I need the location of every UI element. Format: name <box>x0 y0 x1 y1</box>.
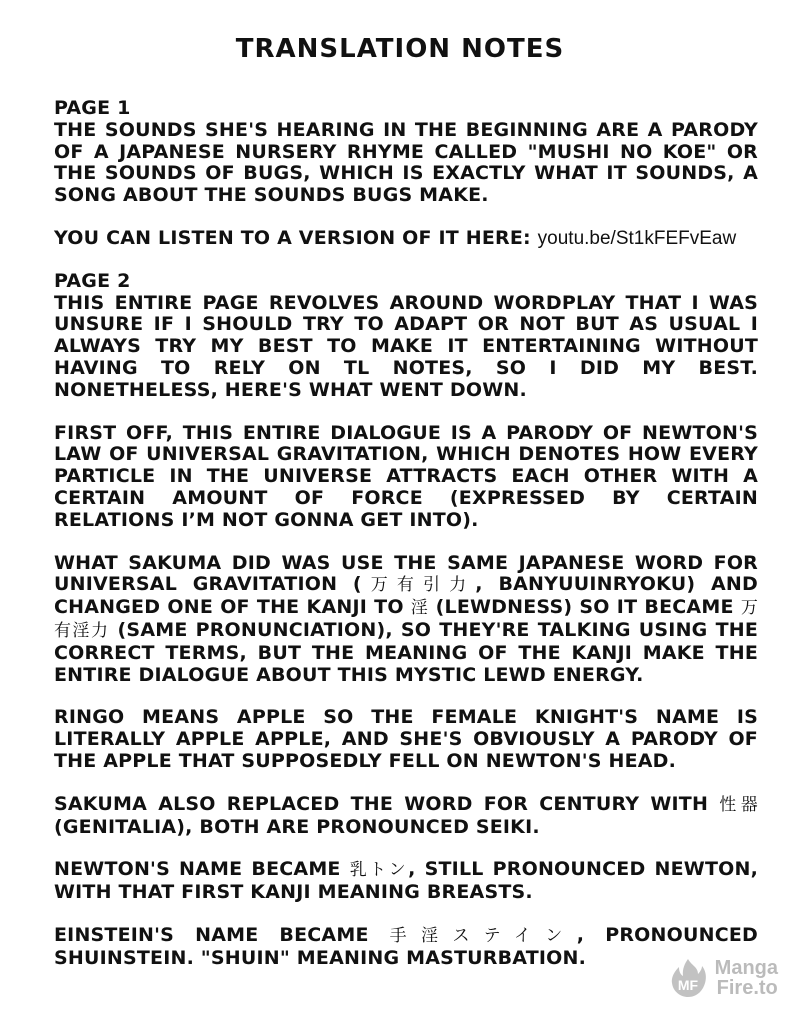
kanji-seiki: 性器 <box>719 794 759 815</box>
sakuma-text-2: , BANYUUINRYOKU) AND CHANGED ONE OF THE KANJI TO <box>54 573 758 619</box>
note-ringo: RINGO MEANS APPLE SO THE FEMALE KNIGHT'S NAME IS LITERALLY APPLE APPLE, AND SHE'S OBVIOUSLY A PARODY OF THE APPLE THAT SUPPOSEDLY FELL ON NEWTON'S HEAD. <box>54 706 758 772</box>
watermark-text <box>715 958 778 998</box>
note-page-1 <box>54 98 758 207</box>
watermark <box>667 957 778 999</box>
mf-logo-icon <box>667 957 709 999</box>
einstein-text-2: , PRONOUNCED SHUINSTEIN. "SHUIN" MEANING MASTURBATION. <box>54 923 758 969</box>
newton-text-2: , STILL PRONOUNCED NEWTON, WITH THAT FIRST KANJI MEANING BREASTS. <box>54 858 758 904</box>
kanji-shuinstein: 手淫ステイン <box>389 925 577 946</box>
listen-text: YOU CAN LISTEN TO A VERSION OF IT HERE: <box>54 226 531 249</box>
century-text-2: (GENITALIA), BOTH ARE PRONOUNCED SEIKI. <box>54 815 540 838</box>
note-heading-page-2: PAGE 2 <box>54 269 131 292</box>
svg-text:MF: MF <box>677 977 698 993</box>
note-page-2 <box>54 271 758 402</box>
newton-text-1: NEWTON'S NAME BECAME <box>54 858 350 881</box>
sakuma-text-1: WHAT SAKUMA DID WAS USE THE SAME JAPANESE WORD FOR UNIVERSAL GRAVITATION ( <box>54 551 758 596</box>
watermark-line-2: Fire.to <box>716 977 778 999</box>
watermark-line-1: Manga <box>714 957 778 979</box>
note-text-wordplay: THIS ENTIRE PAGE REVOLVES AROUND WORDPLAY THAT I WAS UNSURE IF I SHOULD TRY TO ADAPT OR NOT BUT AS USUAL I ALWAYS TRY MY BEST TO MAKE IT ENTERTAINING WITHOUT HAVING TO RELY ON TL NOTES, SO I DID MY BEST. NONETHELESS, HERE'S WHAT WENT DOWN. <box>54 291 758 401</box>
note-listen <box>54 228 758 250</box>
note-heading-page-1: PAGE 1 <box>54 97 131 119</box>
note-newton <box>54 859 758 904</box>
note-century <box>54 794 758 839</box>
kanji-lewdness: 淫 <box>410 598 429 619</box>
youtube-link[interactable]: youtu.be/St1kFEFvEaw <box>537 227 737 249</box>
note-text-mushi-no-koe: THE SOUNDS SHE'S HEARING IN THE BEGINNING ARE A PARODY OF A JAPANESE NURSERY RHYME CALLED "MUSHI NO KOE" OR THE SOUNDS OF BUGS, WHICH IS EXACTLY WHAT IT SOUNDS, A SONG ABOUT THE SOUNDS BUGS MAKE. <box>54 118 758 207</box>
note-einstein <box>54 925 758 970</box>
kanji-banyuuinryoku: 万有引力 <box>361 575 476 596</box>
note-gravitation: FIRST OFF, THIS ENTIRE DIALOGUE IS A PARODY OF NEWTON'S LAW OF UNIVERSAL GRAVITATION, WHICH DENOTES HOW EVERY PARTICLE IN THE UNIVERSE ATTRACTS EACH OTHER WITH A CERTAIN AMOUNT OF FORCE (EXPRESSED BY CERTAIN RELATIONS I’M NOT GONNA GET INTO). <box>54 421 758 531</box>
notes-body <box>54 98 758 991</box>
century-text-1: SAKUMA ALSO REPLACED THE WORD FOR CENTURY WITH <box>54 792 720 815</box>
kanji-banyuu-lewd: 万有淫力 <box>54 598 759 641</box>
page-title: TRANSLATION NOTES <box>235 34 565 64</box>
note-sakuma-kanji <box>54 553 758 687</box>
sakuma-text-4: (SAME PRONUNCIATION), SO THEY'RE TALKING USING THE CORRECT TERMS, BUT THE MEANING OF THE KANJI MAKE THE ENTIRE DIALOGUE ABOUT THIS MYSTIC LEWD ENERGY. <box>54 618 759 686</box>
einstein-text-1: EINSTEIN'S NAME BECAME <box>54 923 390 946</box>
kanji-newton: 乳トン <box>349 860 409 881</box>
sakuma-text-3: (LEWDNESS) SO IT BECAME <box>428 596 741 619</box>
